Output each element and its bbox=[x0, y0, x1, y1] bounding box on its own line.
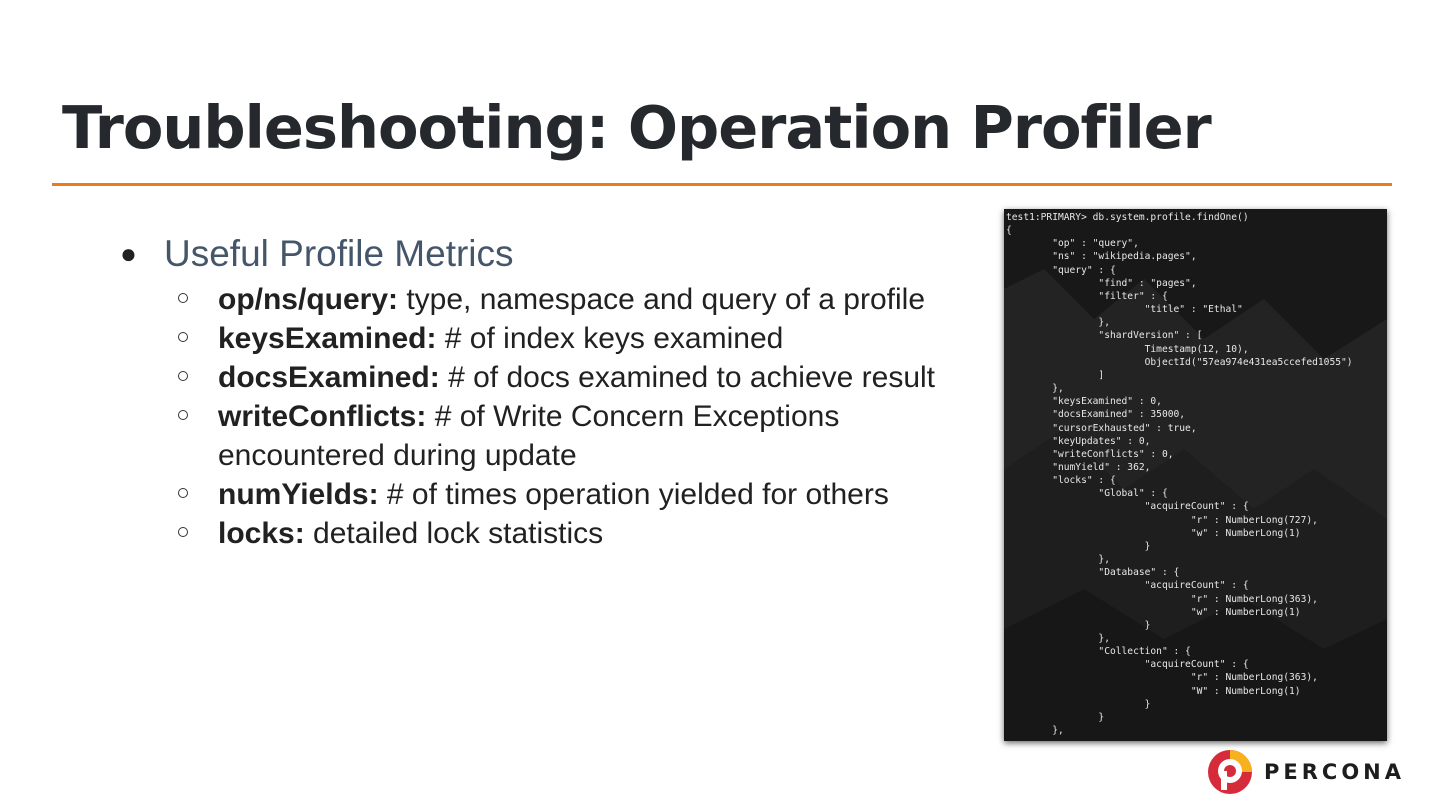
metric-description: detailed lock statistics bbox=[304, 517, 604, 550]
bullet-circle-icon bbox=[178, 527, 188, 537]
bullet-circle-icon bbox=[178, 371, 188, 381]
bullet-circle-icon bbox=[178, 332, 188, 342]
metric-description: # of docs examined to achieve result bbox=[439, 361, 936, 394]
terminal-line: "cursorExhausted" : true, bbox=[1006, 422, 1197, 434]
terminal-line: } bbox=[1006, 540, 1151, 552]
metric-description: # of times operation yielded for others bbox=[378, 478, 889, 511]
terminal-line: "r" : NumberLong(727), bbox=[1006, 514, 1318, 526]
slide-title: Troubleshooting: Operation Profiler bbox=[62, 93, 1211, 162]
bullet-heading bbox=[118, 232, 988, 276]
terminal-line: "acquireCount" : { bbox=[1006, 580, 1249, 592]
metric-item bbox=[118, 280, 988, 319]
metric-term: locks: bbox=[218, 517, 305, 550]
bullet-circle-icon bbox=[178, 410, 188, 420]
terminal-line: "w" : NumberLong(1) bbox=[1006, 606, 1301, 618]
terminal-line: "keyUpdates" : 0, bbox=[1006, 435, 1151, 447]
terminal-line: "query" : { bbox=[1006, 264, 1116, 276]
metric-term: numYields: bbox=[218, 478, 379, 511]
terminal-line: Timestamp(12, 10), bbox=[1006, 343, 1249, 355]
terminal-line: }, bbox=[1006, 633, 1110, 644]
title-underline bbox=[52, 183, 1392, 186]
metric-item bbox=[118, 397, 988, 475]
terminal-line: "r" : NumberLong(363), bbox=[1006, 593, 1318, 605]
terminal-line: }, bbox=[1006, 317, 1110, 329]
terminal-line: { bbox=[1006, 225, 1012, 237]
terminal-line: }, bbox=[1006, 383, 1064, 395]
percona-logo-icon bbox=[1208, 748, 1256, 796]
terminal-line: "W" : NumberLong(1) bbox=[1006, 685, 1301, 697]
percona-logo-text: PERCONA bbox=[1264, 760, 1405, 784]
metric-item bbox=[118, 358, 988, 397]
terminal-line: }, bbox=[1006, 725, 1064, 737]
metric-description: type, namespace and query of a profile bbox=[398, 283, 926, 316]
terminal-line: "shardVersion" : [ bbox=[1006, 330, 1203, 342]
metric-list bbox=[118, 280, 988, 553]
metric-term: keysExamined: bbox=[218, 322, 437, 355]
terminal-line: "find" : "pages", bbox=[1006, 277, 1197, 289]
terminal-line: "Database" : { bbox=[1006, 567, 1180, 579]
terminal-line: "title" : "Ethal" bbox=[1006, 304, 1243, 316]
terminal-line: } bbox=[1006, 711, 1105, 723]
terminal-line: "w" : NumberLong(1) bbox=[1006, 527, 1301, 539]
terminal-line: "docsExamined" : 35000, bbox=[1006, 409, 1186, 421]
metric-term: op/ns/query: bbox=[218, 283, 399, 316]
terminal-output bbox=[1004, 209, 1387, 737]
terminal-line: "r" : NumberLong(363), bbox=[1006, 672, 1318, 684]
terminal-line: "writeConflicts" : 0, bbox=[1006, 448, 1174, 460]
metric-term: writeConflicts: bbox=[218, 400, 427, 433]
terminal-line: } bbox=[1006, 619, 1151, 631]
bullet-dot-icon: ● bbox=[120, 238, 137, 269]
terminal-line: "Global" : { bbox=[1006, 488, 1168, 500]
terminal-line: "acquireCount" : { bbox=[1006, 501, 1249, 513]
terminal-screenshot bbox=[1004, 209, 1387, 741]
terminal-line: }, bbox=[1006, 554, 1110, 566]
terminal-line: test1:PRIMARY> db.system.profile.findOne() bbox=[1006, 212, 1249, 223]
percona-logo bbox=[1208, 748, 1405, 796]
bullet-circle-icon bbox=[178, 488, 188, 498]
terminal-line: "numYield" : 362, bbox=[1006, 461, 1151, 473]
terminal-line: } bbox=[1006, 698, 1151, 710]
terminal-line: "acquireCount" : { bbox=[1006, 659, 1249, 671]
metric-item bbox=[118, 319, 988, 358]
bullet-circle-icon bbox=[178, 293, 188, 303]
metric-description: # of index keys examined bbox=[436, 322, 784, 355]
metric-description: # of Write Concern Exceptions encountered during update bbox=[218, 400, 840, 472]
terminal-line: "Collection" : { bbox=[1006, 646, 1191, 658]
metric-item bbox=[118, 475, 988, 514]
terminal-line: "keysExamined" : 0, bbox=[1006, 396, 1162, 408]
terminal-line: "filter" : { bbox=[1006, 290, 1168, 302]
metric-term: docsExamined: bbox=[218, 361, 440, 394]
terminal-line: "op" : "query", bbox=[1006, 238, 1139, 250]
terminal-line: ] bbox=[1006, 369, 1105, 381]
terminal-line: ObjectId("57ea974e431ea5ccefed1055") bbox=[1006, 356, 1353, 368]
slide-content bbox=[118, 232, 988, 553]
terminal-line: "locks" : { bbox=[1006, 475, 1116, 487]
metric-item bbox=[118, 514, 988, 553]
terminal-line: "ns" : "wikipedia.pages", bbox=[1006, 251, 1197, 263]
metrics-heading: Useful Profile Metrics bbox=[164, 233, 514, 274]
